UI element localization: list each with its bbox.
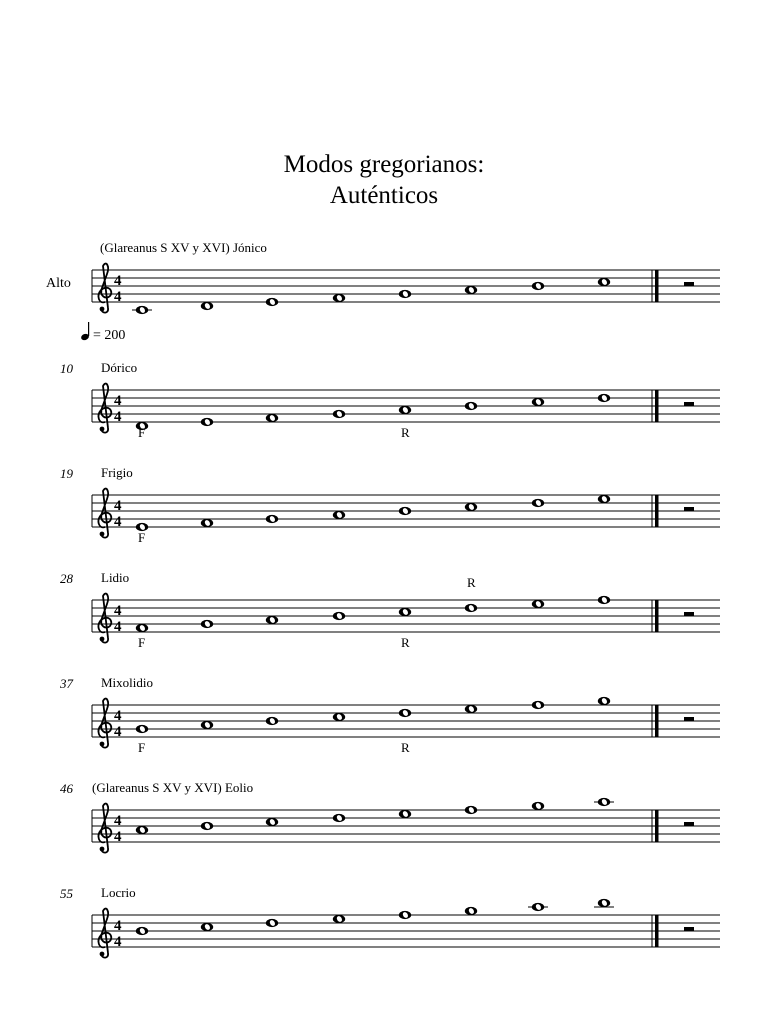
half-rest-icon: [684, 282, 694, 286]
whole-note-icon: [598, 278, 610, 286]
mode-label: Dórico: [101, 360, 138, 375]
treble-clef-icon: [98, 264, 111, 313]
whole-note-icon: [333, 294, 345, 302]
half-rest-icon: [684, 612, 694, 616]
half-rest-icon: [684, 717, 694, 721]
final-barline-thick: [655, 270, 659, 302]
whole-note-icon: [201, 302, 213, 310]
measure-number: 28: [60, 571, 73, 586]
whole-note-icon: [333, 814, 345, 822]
whole-note-icon: [333, 612, 345, 620]
treble-clef-icon: [98, 489, 111, 538]
whole-note-icon: [266, 717, 278, 725]
treble-clef-icon: [98, 699, 111, 748]
mode-label: Lidio: [101, 570, 130, 585]
whole-note-icon: [136, 725, 148, 733]
whole-note-icon: [201, 418, 213, 426]
time-signature-bottom: 4: [114, 514, 122, 530]
whole-note-icon: [266, 818, 278, 826]
final-marking: F: [138, 635, 146, 650]
treble-clef-icon: [98, 909, 111, 958]
staff-system: [60, 570, 720, 650]
final-barline-thick: [655, 600, 659, 632]
whole-note-icon: [266, 414, 278, 422]
mode-label: (Glareanus S XV y XVI) Jónico: [100, 240, 267, 255]
treble-clef-dot: [100, 532, 105, 537]
whole-note-icon: [333, 915, 345, 923]
whole-note-icon: [465, 907, 477, 915]
whole-note-icon: [465, 604, 477, 612]
time-signature-top: 4: [114, 918, 122, 934]
half-rest-icon: [684, 507, 694, 511]
whole-note-icon: [266, 919, 278, 927]
whole-note-icon: [465, 806, 477, 814]
final-marking: F: [138, 740, 146, 755]
whole-note-icon: [266, 616, 278, 624]
whole-note-icon: [598, 798, 610, 806]
measure-number: 46: [60, 781, 73, 796]
treble-clef-dot: [100, 742, 105, 747]
measure-number: 55: [60, 886, 73, 901]
whole-note-icon: [532, 499, 544, 507]
time-signature-bottom: 4: [114, 289, 122, 305]
reciting-tone-marking: R: [467, 575, 476, 590]
whole-note-icon: [136, 306, 148, 314]
whole-note-icon: [465, 402, 477, 410]
staff-system: [92, 240, 720, 314]
half-rest-icon: [684, 402, 694, 406]
time-signature-top: 4: [114, 273, 122, 289]
whole-note-icon: [598, 596, 610, 604]
time-signature-bottom: 4: [114, 934, 122, 950]
whole-note-icon: [266, 298, 278, 306]
time-signature-top: 4: [114, 813, 122, 829]
time-signature-top: 4: [114, 708, 122, 724]
treble-clef-icon: [98, 384, 111, 433]
whole-note-icon: [465, 286, 477, 294]
staff-system: [60, 780, 720, 853]
staff-system: [60, 885, 720, 958]
time-signature-top: 4: [114, 393, 122, 409]
half-rest-icon: [684, 927, 694, 931]
final-barline-thick: [655, 705, 659, 737]
time-signature-bottom: 4: [114, 409, 122, 425]
whole-note-icon: [399, 290, 411, 298]
reciting-tone-marking: R: [401, 425, 410, 440]
whole-note-icon: [532, 398, 544, 406]
mode-label: (Glareanus S XV y XVI) Eolio: [92, 780, 254, 795]
final-barline-thick: [655, 915, 659, 947]
final-barline-thick: [655, 495, 659, 527]
time-signature-top: 4: [114, 603, 122, 619]
whole-note-icon: [136, 624, 148, 632]
score-title-line-2: Auténticos: [329, 182, 439, 209]
whole-note-icon: [399, 608, 411, 616]
whole-note-icon: [532, 701, 544, 709]
whole-note-icon: [598, 394, 610, 402]
whole-note-icon: [201, 923, 213, 931]
whole-note-icon: [532, 802, 544, 810]
half-rest-icon: [684, 822, 694, 826]
whole-note-icon: [136, 826, 148, 834]
treble-clef-dot: [100, 637, 105, 642]
final-barline-thick: [655, 390, 659, 422]
whole-note-icon: [532, 282, 544, 290]
staff-system: [59, 675, 720, 755]
whole-note-icon: [465, 503, 477, 511]
measure-number: 10: [60, 361, 73, 376]
tempo-marking: [80, 322, 125, 343]
measure-number: 37: [60, 676, 73, 691]
whole-note-icon: [201, 822, 213, 830]
instrument-name: Alto: [46, 276, 71, 291]
time-signature-bottom: 4: [114, 724, 122, 740]
final-marking: F: [138, 530, 146, 545]
whole-note-icon: [598, 899, 610, 907]
whole-note-icon: [201, 721, 213, 729]
treble-clef-dot: [100, 307, 105, 312]
score-title-line-1: Modos gregorianos:: [283, 151, 485, 178]
whole-note-icon: [333, 713, 345, 721]
whole-note-icon: [399, 810, 411, 818]
treble-clef-icon: [98, 594, 111, 643]
whole-note-icon: [399, 507, 411, 515]
whole-note-icon: [465, 705, 477, 713]
staff-system: [60, 465, 720, 590]
mode-label: Frigio: [101, 465, 133, 480]
treble-clef-dot: [100, 847, 105, 852]
treble-clef-dot: [100, 427, 105, 432]
time-signature-bottom: 4: [114, 619, 122, 635]
whole-note-icon: [399, 709, 411, 717]
reciting-tone-marking: R: [401, 740, 410, 755]
whole-note-icon: [532, 600, 544, 608]
whole-note-icon: [136, 927, 148, 935]
treble-clef-dot: [100, 952, 105, 957]
whole-note-icon: [399, 911, 411, 919]
whole-note-icon: [399, 406, 411, 414]
whole-note-icon: [598, 697, 610, 705]
final-marking: F: [138, 425, 146, 440]
whole-note-icon: [532, 903, 544, 911]
reciting-tone-marking: R: [401, 635, 410, 650]
final-barline-thick: [655, 810, 659, 842]
whole-note-icon: [201, 519, 213, 527]
tempo-value: = 200: [93, 328, 126, 343]
mode-label: Locrio: [101, 885, 136, 900]
whole-note-icon: [266, 515, 278, 523]
time-signature-top: 4: [114, 498, 122, 514]
staff-system: [60, 360, 720, 440]
whole-note-icon: [333, 511, 345, 519]
measure-number: 19: [60, 466, 73, 481]
whole-note-icon: [201, 620, 213, 628]
whole-note-icon: [333, 410, 345, 418]
mode-label: Mixolidio: [101, 675, 154, 690]
time-signature-bottom: 4: [114, 829, 122, 845]
whole-note-icon: [598, 495, 610, 503]
treble-clef-icon: [98, 804, 111, 853]
